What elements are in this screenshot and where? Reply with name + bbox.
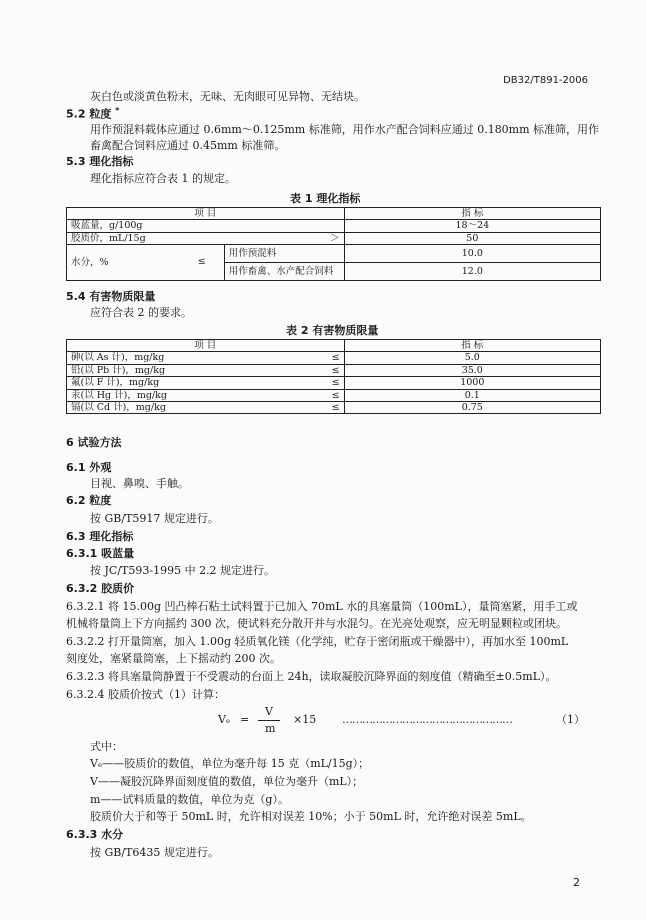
formula-numerator: V — [265, 705, 273, 718]
step-6-3-2-2-line1: 6.3.2.2 打开量筒塞，加入 1.00g 轻质氧化镁（化学纯，贮存于密闭瓶或干燥器中），再加水至 100mL — [66, 635, 569, 648]
formula-denominator: m — [265, 722, 276, 735]
section-6-3-3-text: 按 GB/T6435 规定进行。 — [90, 846, 219, 859]
table2-cell-sym: ≤ — [324, 352, 344, 364]
section-6-3-1-text: 按 JC/T593-1995 中 2.2 规定进行。 — [90, 564, 276, 577]
definition-m: m——试料质量的数值，单位为克（g）。 — [90, 793, 289, 806]
section-6-1-text: 目视、鼻嗅、手触。 — [90, 477, 189, 490]
section-6-1-heading: 6.1 外观 — [66, 461, 112, 474]
section-6-3-2-heading: 6.3.2 胶质价 — [66, 582, 135, 595]
table2-cell-item: 砷(以 As 计)，mg/kg — [67, 352, 325, 364]
table2-cell-index: 5.0 — [344, 352, 600, 364]
table2-harmful-substances — [66, 339, 601, 414]
section-6-2-heading: 6.2 粒度 — [66, 494, 112, 507]
table1-header-item: 项 目 — [67, 208, 345, 220]
table1-cell-sym — [324, 220, 344, 232]
table1-cell-index: 12.0 — [344, 263, 600, 281]
table1-water-use: 用作畜禽、水产配合饲料 — [224, 263, 344, 281]
table2-cell-sym: ≤ — [324, 377, 344, 389]
table-row — [67, 208, 601, 220]
table-row — [67, 401, 601, 413]
table2-header-index: 指 标 — [344, 340, 600, 352]
table1-cell-index: 10.0 — [344, 245, 600, 263]
table-row — [67, 389, 601, 401]
table-row — [67, 220, 601, 232]
appearance-description: 灰白色或淡黄色粉末，无味、无肉眼可见异物、无结块。 — [90, 90, 365, 103]
section-5-4-text: 应符合表 2 的要求。 — [90, 306, 192, 319]
section-5-2-mark: * — [115, 106, 120, 115]
step-6-3-2-4: 6.3.2.4 胶质价按式（1）计算： — [66, 688, 225, 701]
particle-size-text-line2: 畜禽配合饲料应通过 0.45mm 标准筛。 — [90, 139, 286, 152]
table1-water-label-cell — [67, 245, 225, 281]
step-6-3-2-1-line1: 6.3.2.1 将 15.00g 凹凸棒石粘土试料置于已加入 70mL 水的具塞量筒（100mL），量筒塞紧，用手工或 — [66, 600, 578, 613]
section-5-4-heading: 5.4 有害物质限量 — [66, 290, 156, 303]
step-6-3-2-1-line2: 机械将量筒上下方向摇约 300 次，使试料充分散开并与水混匀。在光亮处观察，应无明显颗粒或团块。 — [66, 617, 567, 630]
table1-water-label: 水分，% — [71, 256, 109, 268]
section-6-2-text: 按 GB/T5917 规定进行。 — [90, 512, 219, 525]
section-5-3-heading: 5.3 理化指标 — [66, 155, 134, 168]
definition-v: V——凝胶沉降界面刻度值的数值，单位为毫升（mL）； — [90, 775, 364, 788]
table2-cell-sym: ≤ — [324, 401, 344, 413]
table2-cell-index: 1000 — [344, 377, 600, 389]
table-row — [67, 232, 601, 244]
table2-cell-index: 0.75 — [344, 401, 600, 413]
section-6-3-3-heading: 6.3.3 水分 — [66, 828, 124, 841]
table-row — [67, 245, 601, 263]
table1-cell-sym: ＞ — [324, 232, 344, 244]
formula-lhs: Vₑ — [218, 713, 231, 726]
table2-cell-sym: ≤ — [324, 389, 344, 401]
section-6-heading: 6 试验方法 — [66, 436, 122, 449]
table-row — [67, 340, 601, 352]
table-row — [67, 352, 601, 364]
formula-fraction-bar — [258, 720, 280, 721]
table1-cell-item: 吸蓝量，g/100g — [67, 220, 325, 232]
table2-cell-sym: ≤ — [324, 364, 344, 376]
document-code: DB32/T891-2006 — [503, 75, 588, 86]
table1-cell-index: 50 — [344, 232, 600, 244]
tolerance-text: 胶质价大于和等于 50mL 时，允许相对误差 10%；小于 50mL 时，允许绝对误差 5mL。 — [90, 810, 532, 823]
table2-cell-index: 35.0 — [344, 364, 600, 376]
table2-cell-item: 氟(以 F 计)，mg/kg — [67, 377, 325, 389]
section-6-3-heading: 6.3 理化指标 — [66, 530, 134, 543]
table2-cell-index: 0.1 — [344, 389, 600, 401]
section-5-3-text: 理化指标应符合表 1 的规定。 — [90, 172, 236, 185]
formula-equals: = — [240, 713, 250, 726]
table2-cell-item: 铅(以 Pb 计)，mg/kg — [67, 364, 325, 376]
formula-number: （1） — [556, 713, 585, 726]
page-number: 2 — [573, 876, 580, 889]
table2-cell-item: 镉(以 Cd 计)，mg/kg — [67, 401, 325, 413]
table1-cell-item: 胶质价，mL/15g — [67, 232, 325, 244]
section-5-2-heading — [66, 106, 119, 121]
table1-water-sym: ≤ — [197, 256, 206, 268]
where-label: 式中： — [90, 740, 123, 753]
step-6-3-2-3: 6.3.2.3 将具塞量筒静置于不受震动的台面上 24h，读取凝胶沉降界面的刻度值（精确至±0.5mL）。 — [66, 670, 557, 683]
table1-title: 表 1 理化指标 — [290, 192, 361, 205]
section-6-3-1-heading: 6.3.1 吸蓝量 — [66, 547, 135, 560]
table2-header-item: 项 目 — [67, 340, 345, 352]
table1-cell-index: 18～24 — [344, 220, 600, 232]
table2-title: 表 2 有害物质限量 — [286, 324, 379, 337]
table2-cell-item: 汞(以 Hg 计)，mg/kg — [67, 389, 325, 401]
table-row — [67, 377, 601, 389]
section-5-2-title: 5.2 粒度 — [66, 107, 112, 121]
step-6-3-2-2-line2: 刻度处，塞紧量筒塞，上下摇动约 200 次。 — [66, 652, 281, 665]
formula-multiplier: ×15 — [293, 713, 317, 726]
definition-ve: Vₑ——胶质价的数值，单位为毫升每 15 克（mL/15g）； — [90, 757, 370, 770]
table1-water-use: 用作预混料 — [224, 245, 344, 263]
table-row — [67, 364, 601, 376]
table1-header-index: 指 标 — [344, 208, 600, 220]
particle-size-text-line1: 用作预混料载体应通过 0.6mm～0.125mm 标准筛，用作水产配合饲料应通过 0.180mm 标准筛，用作 — [90, 123, 600, 136]
formula-leader-dots: …………………………………………… — [342, 713, 512, 726]
table1-physicochemical — [66, 207, 601, 281]
